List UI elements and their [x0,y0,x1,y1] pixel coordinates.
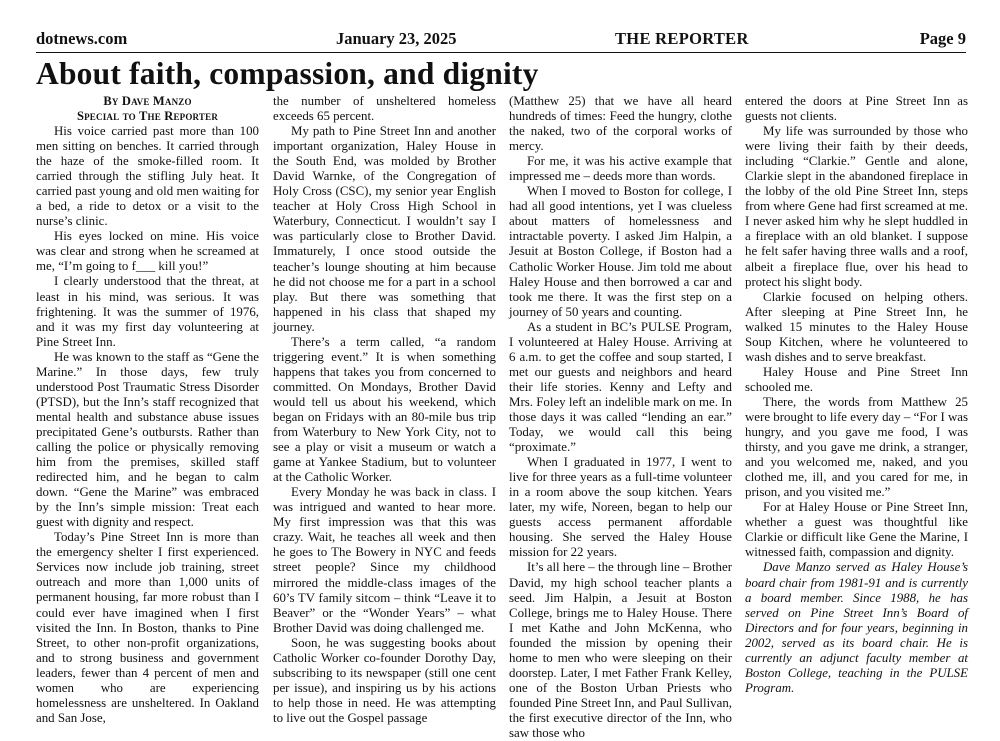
paragraph: When I graduated in 1977, I went to live for three years as a full-time volunteer in a room above the soup kitchen. Years later, my wife, Noreen, began to help our guests access permanent affordable housing. She served the Haley House mission for 22 years. [509,455,732,560]
masthead-rule [36,52,966,53]
paragraph-continued: (Matthew 25) that we have all heard hundreds of times: Feed the hungry, clothe the naked, two of the corporal works of mercy. [509,94,732,154]
paragraph: For me, it was his active example that impressed me – deeds more than words. [509,154,732,184]
column-2 [273,94,496,725]
paragraph: Haley House and Pine Street Inn schooled me. [745,364,968,394]
masthead [36,29,966,53]
paragraph: As a student in BC’s PULSE Program, I volunteered at Haley House. Arriving at 6 a.m. to get the coffee and soup started, I met our guests and neighbors and heard their life stories. Kenny and Lefty and Mrs. Foley left an indelible mark on me. In those days it was called “lending an ear.” Today, we would call this being “proximate.” [509,319,732,455]
site-url: dotnews.com [36,29,128,48]
column-3 [509,94,732,740]
paragraph: Soon, he was suggesting books about Catholic Worker co-founder Dorothy Day, subscribing to its newspaper (still one cent per issue), and inspiring us by his actions to help those in need. He was attempting to live out the Gospel passage [273,635,496,725]
article-body [36,94,969,740]
paragraph-continued: entered the doors at Pine Street Inn as guests not clients. [745,94,968,124]
paragraph: My path to Pine Street Inn and another important organization, Haley House in the South End, was molded by Brother David Warnke, of the Congregation of Holy Cross (CSC), my senior year English teacher at Holy Cross High School in Waterbury, Connecticut. I wouldn’t say I was particularly close to Brother David. Immaturely, I once stood outside the teacher’s lounge shouting at him because he did not choose me for a part in a school play. But there was something that happened in his class that shaped my journey. [273,124,496,334]
paragraph: I clearly understood that the threat, at least in his mind, was serious. It was frightening. It was the summer of 1976, and it was my first day volunteering at Pine Street Inn. [36,274,259,349]
paragraph: There’s a term called, “a random triggering event.” It is when something happens that takes you from concerned to committed. On Mondays, Brother David would tell us about his weekend, which began on Fridays with an 80-mile bus trip from Waterbury to New York City, not to see a play or visit a museum or watch a game at Yankee Stadium, but to volunteer at the Catholic Worker. [273,334,496,485]
column-1 [36,94,259,725]
column-4 [745,94,968,709]
paragraph: When I moved to Boston for college, I had all good intentions, yet I was clueless about matters of homelessness and intractable poverty. I asked Jim Halpin, a Jesuit at Boston College, if Boston had a Catholic Worker House. Jim told me about Haley House and then borrowed a car and took me there. It was the first step on a journey of 50 years and counting. [509,184,732,319]
paragraph: For at Haley House or Pine Street Inn, whether a guest was thoughtful like Clarkie or difficult like Gene the Marine, I witnessed faith, compassion and dignity. [745,500,968,560]
byline-author: By Dave Manzo [103,94,192,108]
paragraph: His eyes locked on mine. His voice was clear and strong when he screamed at me, “I’m going to f___ kill you!” [36,229,259,274]
paragraph: It’s all here – the through line – Brother David, my high school teacher plants a seed. Jim Halpin, a Jesuit at Boston College, brings me to Haley House. There I met Kathe and John McKenna, who founded the mission by opening their home to men who were sleeping on their doorstep. Later, I met Father Frank Kelley, one of the Boston Urban Priests who founded Pine Street Inn, and Paul Sullivan, the first executive director of the Inn, who saw those who [509,560,732,740]
paragraph-continued: the number of unsheltered homeless exceeds 65 percent. [273,94,496,124]
byline-credit: Special to The Reporter [76,109,219,123]
paragraph: My life was surrounded by those who were living their faith by their deeds, including “Clarkie.” Gentle and alone, Clarkie slept in the abandoned fireplace in the lobby of the old Pine Street Inn, steps from where Gene had first screamed at me. I never asked him why he slept huddled in a fireplace with an old blanket. I suppose he felt safer having three walls and a roof, albeit a fireplace flue, over his head to protect his slight body. [745,124,968,289]
paragraph: Clarkie focused on helping others. After sleeping at Pine Street Inn, he walked 15 minutes to the Haley House Soup Kitchen, where he volunteered to wash dishes and to serve breakfast. [745,289,968,364]
paragraph: Today’s Pine Street Inn is more than the emergency shelter I first experienced. Services now include job training, street outreach and more than 1,000 units of permanent housing, far more robust than I could ever have imagined when I first visited the Inn. In Boston, thanks to Pine Street, to other non-profit organizations, and to strong business and government leaders, fewer than 4 percent of men and women who are experiencing homelessness are unsheltered. In Oakland and San Jose, [36,530,259,725]
author-bio: Dave Manzo served as Haley House’s board chair from 1981-91 and is currently a board member. Since 1988, he has served on Pine Street Inn’s Board of Directors and for four years, beginning in 2002, served as its board chair. He is currently an adjunct faculty member at Boston College, teaching in the PULSE Program. [745,560,968,695]
page-number: Page 9 [919,29,966,48]
issue-date: January 23, 2025 [336,29,457,48]
headline: About faith, compassion, and dignity [36,56,539,91]
paragraph: Every Monday he was back in class. I was intrigued and wanted to hear more. My first impression was that this was crazy. Wait, he teaches all week and then he goes to The Bowery in NYC and feeds street people? Since my childhood mirrored the middle-class images of the 60’s TV family sitcom – think “Leave it to Beaver” or the “Wonder Years” – what Brother David was doing challenged me. [273,485,496,635]
paper-name: THE REPORTER [615,29,749,48]
paragraph: His voice carried past more than 100 men sitting on benches. It carried through the haze of the smoke-filled room. It carried through the stifling July heat. It carried past young and old men waiting for a bed, a ride to detox or a visit to the nurse’s clinic. [36,124,259,229]
paragraph: There, the words from Matthew 25 were brought to life every day – “For I was hungry, and you gave me food, I was thirsty, and you gave me drink, a stranger, and you welcomed me, naked, and you clothed me, ill, and you cared for me, in prison, and you visited me.” [745,394,969,500]
paragraph: He was known to the staff as “Gene the Marine.” In those days, few truly understood Post Traumatic Stress Disorder (PTSD), but the Inn’s staff recognized that mental health and substance abuse issues precipitated Gene’s outbursts. Rather than calling the police or physically removing him from the premises, skilled staff redirected him, and he began to calm down. “Gene the Marine” was embraced by the Inn’s simple mission: Treat each guest with dignity and respect. [36,349,259,530]
